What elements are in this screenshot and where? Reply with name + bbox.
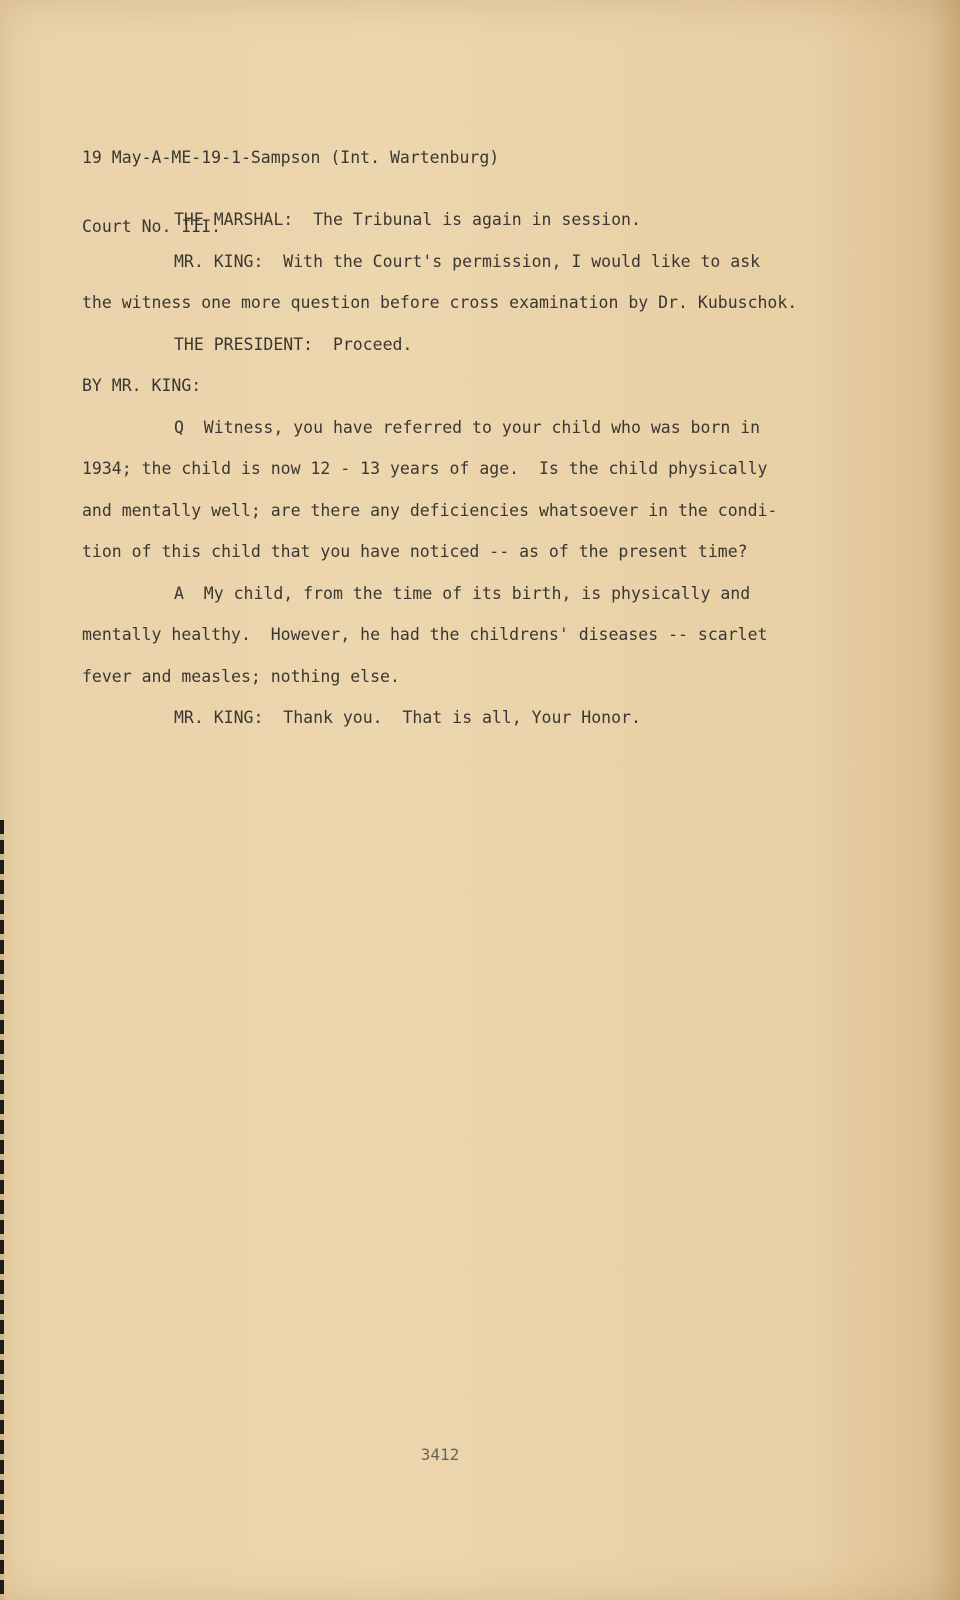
- transcript-line-answer-cont-2: fever and measles; nothing else.: [82, 666, 400, 686]
- header-court-line: Court No. III.: [82, 217, 222, 236]
- transcript-line-examiner: BY MR. KING:: [82, 376, 202, 395]
- transcript-line-president: THE PRESIDENT: Proceed.: [174, 334, 413, 354]
- page-number: 3412: [420, 1445, 460, 1464]
- transcript-line-king-request-cont: the witness one more question before cross examination by Dr. Kubuschok.: [82, 293, 798, 312]
- transcript-line-question-cont-3: tion of this child that you have noticed -- as of the present time?: [82, 542, 748, 561]
- binder-edge: [0, 820, 4, 1600]
- transcript-line-question: Q Witness, you have referred to your child who was born in: [174, 417, 761, 437]
- transcript-line-king-request: MR. KING: With the Court's permission, I would like to ask: [174, 251, 761, 271]
- header-session-line: 19 May-A-ME-19-1-Sampson (Int. Wartenburg): [82, 148, 500, 167]
- transcript-line-king-close: MR. KING: Thank you. That is all, Your Honor.: [174, 708, 641, 727]
- transcript-line-question-cont-1: 1934; the child is now 12 - 13 years of age. Is the child physically: [82, 459, 768, 478]
- transcript-line-answer-cont-1: mentally healthy. However, he had the childrens' diseases -- scarlet: [82, 625, 768, 644]
- transcript-line-question-cont-2: and mentally well; are there any deficiencies whatsoever in the condi-: [82, 500, 778, 520]
- transcript-line-marshal: THE MARSHAL: The Tribunal is again in session.: [174, 210, 641, 229]
- transcript-body: [82, 199, 842, 739]
- transcript-line-answer: A My child, from the time of its birth, is physically and: [174, 583, 751, 603]
